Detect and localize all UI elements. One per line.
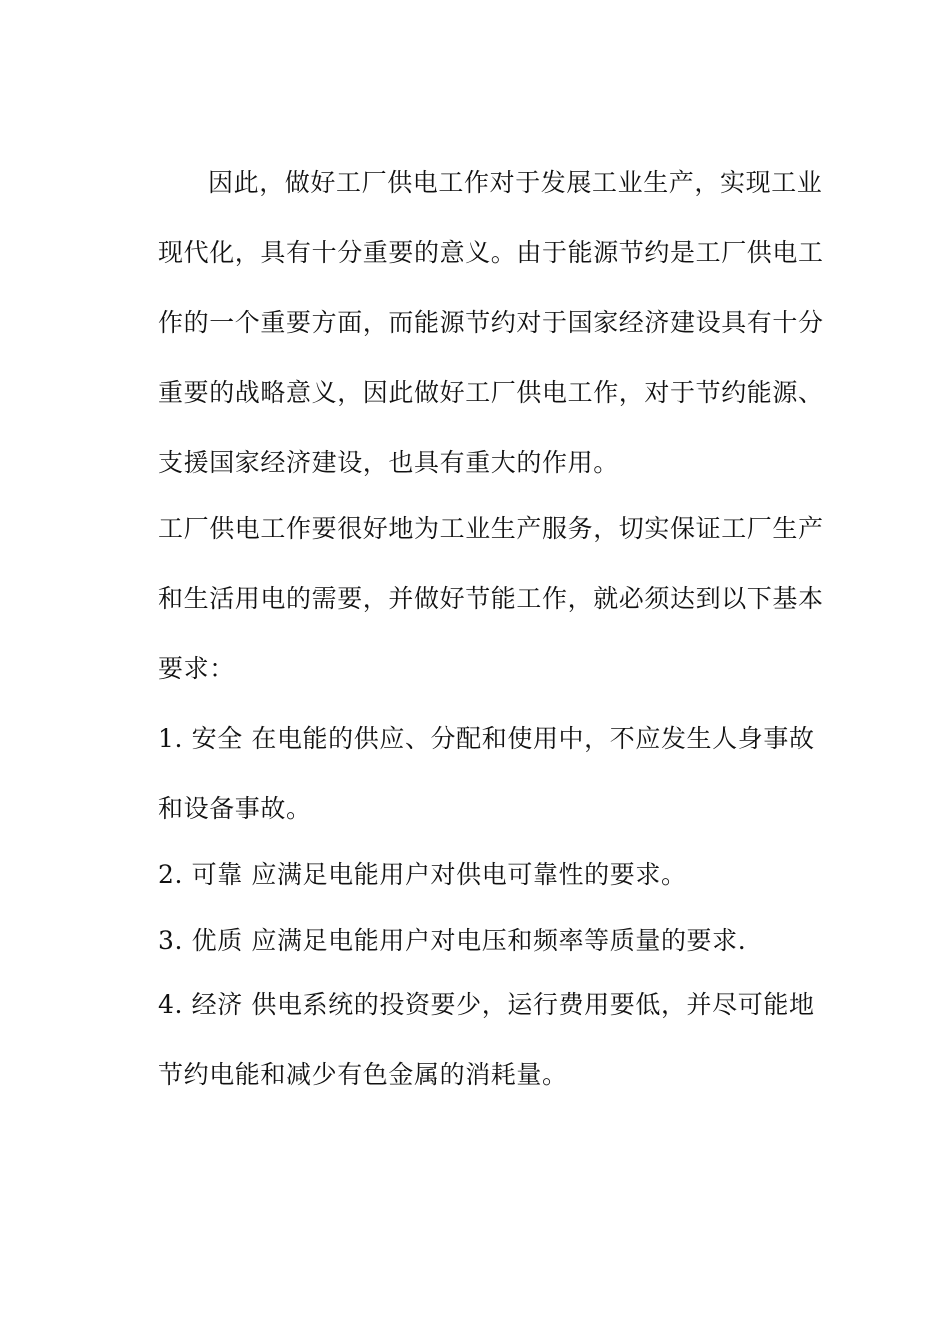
list-item-1-line-1: 1. 安全 在电能的供应、分配和使用中，不应发生人身事故	[158, 724, 815, 753]
paragraph-1-line-4: 重要的战略意义，因此做好工厂供电工作，对于节约能源、	[158, 378, 824, 407]
list-item-2: 2. 可靠 应满足电能用户对供电可靠性的要求。	[158, 860, 687, 889]
list-item-4-line-1: 4. 经济 供电系统的投资要少，运行费用要低，并尽可能地	[158, 990, 815, 1019]
list-item-4-line-2: 节约电能和减少有色金属的消耗量。	[158, 1060, 568, 1089]
paragraph-1-line-2: 现代化，具有十分重要的意义。由于能源节约是工厂供电工	[158, 238, 824, 267]
paragraph-2-line-2: 和生活用电的需要，并做好节能工作，就必须达到以下基本	[158, 584, 824, 613]
list-item-3: 3. 优质 应满足电能用户对电压和频率等质量的要求.	[158, 926, 747, 955]
paragraph-1-line-3: 作的一个重要方面，而能源节约对于国家经济建设具有十分	[158, 308, 824, 337]
paragraph-2-line-1: 工厂供电工作要很好地为工业生产服务，切实保证工厂生产	[158, 514, 824, 543]
paragraph-1-line-1: 因此，做好工厂供电工作对于发展工业生产，实现工业	[208, 168, 823, 197]
list-item-1-line-2: 和设备事故。	[158, 794, 312, 823]
paragraph-2-line-3: 要求：	[158, 654, 235, 683]
paragraph-1-line-5: 支援国家经济建设，也具有重大的作用。	[158, 448, 619, 477]
